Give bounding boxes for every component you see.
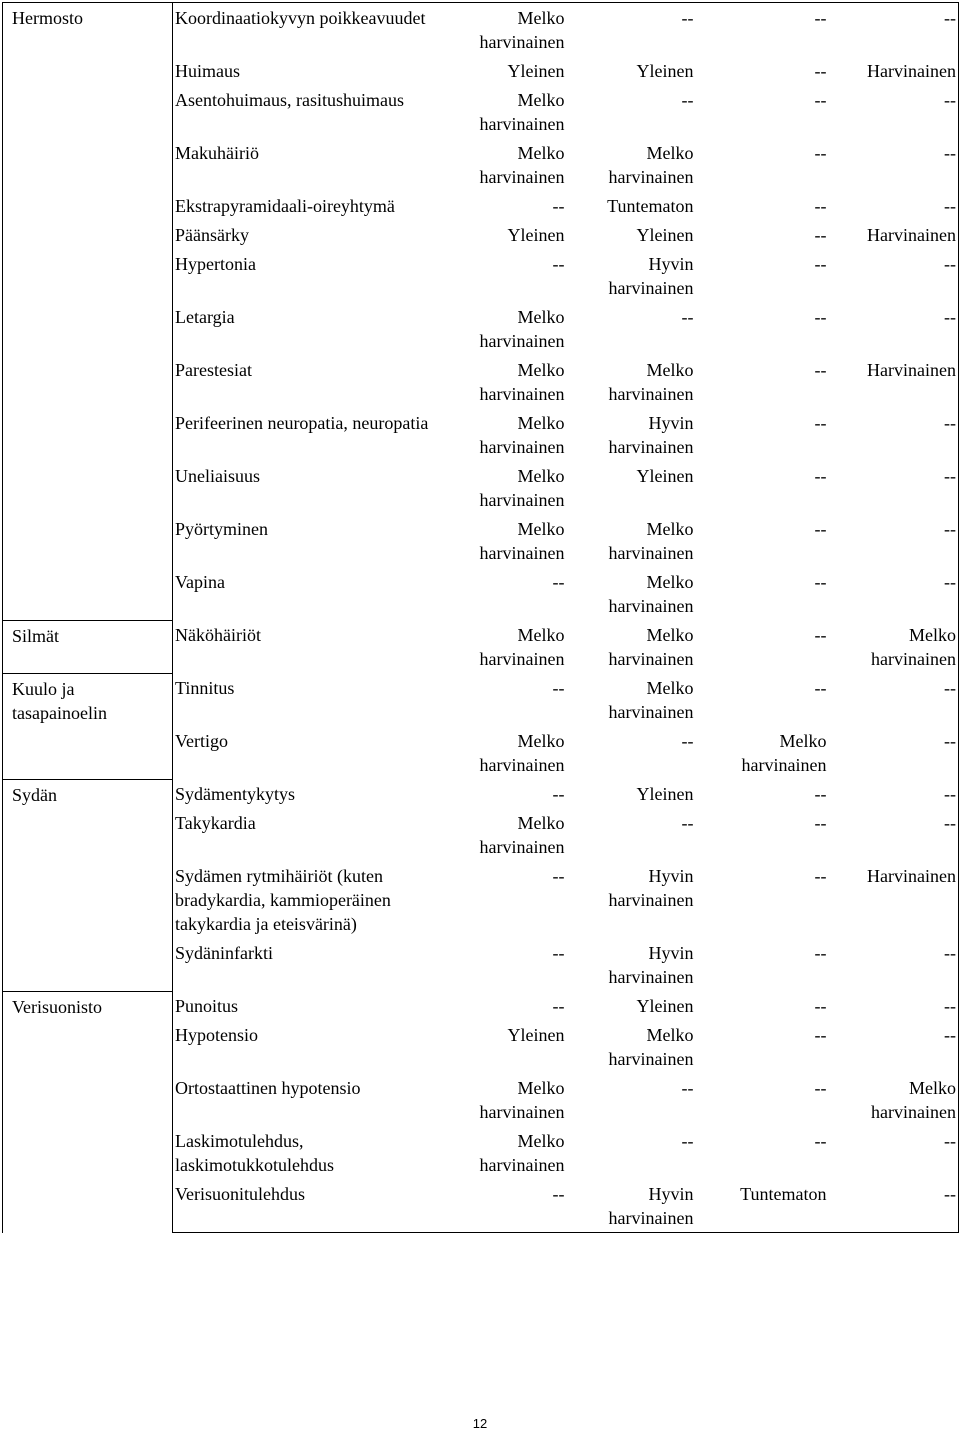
frequency-cell: Melko harvinainen	[829, 620, 959, 673]
frequency-cell: Melko harvinainen	[479, 466, 565, 510]
frequency-cell: --	[814, 784, 827, 804]
adverse-effect-term: Vertigo	[175, 731, 228, 751]
frequency-cell: --	[829, 138, 959, 191]
frequency-cell: --	[814, 996, 827, 1016]
frequency-cell: Melko harvinainen	[479, 360, 565, 404]
adverse-effect-term: Makuhäiriö	[175, 143, 259, 163]
adverse-effect-term: Ortostaattinen hypotensio	[175, 1078, 361, 1098]
frequency-cell: Melko harvinainen	[479, 813, 565, 857]
frequency-cell: --	[681, 307, 694, 327]
frequency-cell: Yleinen	[636, 466, 694, 486]
frequency-cell: --	[814, 61, 827, 81]
frequency-cell: Tuntematon	[696, 1179, 829, 1233]
frequency-cell: Melko harvinainen	[608, 519, 694, 563]
frequency-cell: --	[814, 143, 827, 163]
frequency-cell: --	[829, 1020, 959, 1073]
frequency-cell: --	[814, 225, 827, 245]
frequency-cell: Melko harvinainen	[608, 625, 694, 669]
frequency-cell: --	[814, 254, 827, 274]
frequency-cell: --	[829, 1126, 959, 1179]
frequency-cell: --	[814, 196, 827, 216]
frequency-cell: --	[829, 461, 959, 514]
frequency-cell: Hyvin harvinainen	[608, 866, 694, 910]
frequency-cell: Yleinen	[636, 784, 694, 804]
frequency-cell: Hyvin harvinainen	[567, 1179, 696, 1233]
adverse-effect-term: Sydämentykytys	[175, 784, 295, 804]
frequency-cell: --	[552, 866, 565, 886]
frequency-cell: Yleinen	[636, 225, 694, 245]
frequency-cell: Harvinainen	[829, 355, 959, 408]
frequency-cell: --	[681, 1078, 694, 1098]
organ-class-cell: Silmät	[3, 620, 173, 673]
frequency-cell: --	[814, 943, 827, 963]
frequency-cell: --	[552, 996, 565, 1016]
table-row	[3, 991, 959, 1020]
frequency-cell: --	[814, 678, 827, 698]
frequency-cell: --	[814, 813, 827, 833]
frequency-cell: --	[552, 254, 565, 274]
frequency-cell: Harvinainen	[829, 56, 959, 85]
adverse-effect-term: Ekstrapyramidaali-oireyhtymä	[175, 196, 395, 216]
organ-class-cell: Kuulo ja tasapainoelin	[3, 673, 173, 779]
frequency-cell: Melko harvinainen	[479, 1131, 565, 1175]
frequency-cell: --	[696, 3, 829, 57]
frequency-cell: --	[829, 673, 959, 726]
table-row	[3, 673, 959, 726]
adverse-effect-term: Sydäninfarkti	[175, 943, 273, 963]
organ-class-cell: Hermosto	[3, 3, 173, 621]
frequency-cell: Yleinen	[507, 61, 565, 81]
adverse-effect-term: Päänsärky	[175, 225, 249, 245]
frequency-cell: Tuntematon	[607, 196, 694, 216]
adverse-effect-term: Asentohuimaus, rasitushuimaus	[175, 90, 404, 110]
frequency-cell: Yleinen	[507, 225, 565, 245]
frequency-cell: Melko harvinainen	[608, 143, 694, 187]
frequency-cell: --	[814, 466, 827, 486]
frequency-cell: --	[829, 1179, 959, 1233]
adverse-effect-term: Koordinaatiokyvyn poikkeavuudet	[173, 3, 441, 57]
frequency-cell: Melko harvinainen	[608, 678, 694, 722]
table-row	[3, 620, 959, 673]
frequency-cell: --	[829, 779, 959, 808]
frequency-cell: --	[681, 1131, 694, 1151]
frequency-cell: --	[814, 572, 827, 592]
frequency-cell: Yleinen	[507, 1025, 565, 1045]
table-body	[3, 3, 959, 1233]
frequency-cell: Melko harvinainen	[829, 1073, 959, 1126]
frequency-cell: Yleinen	[636, 996, 694, 1016]
frequency-cell: Melko harvinainen	[479, 307, 565, 351]
frequency-cell: Melko harvinainen	[479, 413, 565, 457]
frequency-cell: --	[814, 90, 827, 110]
adverse-effect-term: Letargia	[175, 307, 235, 327]
frequency-cell: Melko harvinainen	[479, 519, 565, 563]
frequency-cell: --	[829, 938, 959, 991]
organ-class-cell: Sydän	[3, 779, 173, 991]
frequency-cell: --	[814, 1131, 827, 1151]
frequency-cell: Melko harvinainen	[608, 1025, 694, 1069]
adverse-effect-term: Hypertonia	[175, 254, 256, 274]
frequency-cell: --	[829, 991, 959, 1020]
frequency-cell: Hyvin harvinainen	[608, 254, 694, 298]
frequency-cell: --	[552, 784, 565, 804]
frequency-cell: Melko harvinainen	[441, 3, 567, 57]
frequency-cell: --	[829, 249, 959, 302]
frequency-cell: --	[814, 1078, 827, 1098]
page-number: 12	[472, 1416, 488, 1431]
frequency-cell: --	[829, 85, 959, 138]
adverse-effect-term: Perifeerinen neuropatia, neuropatia	[175, 413, 429, 433]
frequency-cell: --	[829, 726, 959, 779]
frequency-cell: --	[441, 1179, 567, 1233]
frequency-cell: --	[552, 943, 565, 963]
organ-class-cell: Verisuonisto	[3, 991, 173, 1233]
adverse-effect-term: Huimaus	[175, 61, 240, 81]
frequency-cell: --	[829, 302, 959, 355]
adverse-effect-term: Verisuonitulehdus	[173, 1179, 441, 1233]
adverse-effect-term: Hypotensio	[175, 1025, 258, 1045]
frequency-cell: --	[829, 408, 959, 461]
table-row	[3, 779, 959, 808]
adverse-effects-table	[2, 2, 959, 1233]
frequency-cell: Melko harvinainen	[608, 572, 694, 616]
table-row	[3, 3, 959, 57]
frequency-cell: Harvinainen	[829, 861, 959, 938]
frequency-cell: --	[681, 731, 694, 751]
frequency-cell: --	[681, 813, 694, 833]
frequency-cell: Melko harvinainen	[741, 731, 827, 775]
frequency-cell: --	[829, 514, 959, 567]
frequency-cell: --	[681, 90, 694, 110]
adverse-effect-term: Uneliaisuus	[175, 466, 260, 486]
frequency-cell: Melko harvinainen	[608, 360, 694, 404]
frequency-cell: --	[814, 307, 827, 327]
frequency-cell: Melko harvinainen	[479, 90, 565, 134]
frequency-cell: --	[552, 196, 565, 216]
frequency-cell: --	[567, 3, 696, 57]
frequency-cell: Harvinainen	[829, 220, 959, 249]
frequency-cell: --	[552, 678, 565, 698]
frequency-cell: Yleinen	[636, 61, 694, 81]
adverse-effect-term: Vapina	[175, 572, 225, 592]
frequency-cell: --	[814, 413, 827, 433]
adverse-effect-term: Tinnitus	[175, 678, 235, 698]
frequency-cell: --	[814, 360, 827, 380]
adverse-effect-term: Takykardia	[175, 813, 256, 833]
adverse-effect-term: Sydämen rytmihäiriöt (kuten bradykardia, kammioperäinen takykardia ja eteisvärinä)	[175, 866, 391, 934]
frequency-cell: --	[829, 808, 959, 861]
frequency-cell: Melko harvinainen	[479, 143, 565, 187]
frequency-cell: --	[552, 572, 565, 592]
frequency-cell: --	[814, 866, 827, 886]
frequency-cell: Hyvin harvinainen	[608, 943, 694, 987]
frequency-cell: --	[829, 567, 959, 620]
adverse-effect-term: Näköhäiriöt	[175, 625, 261, 645]
frequency-cell: --	[814, 1025, 827, 1045]
frequency-cell: Melko harvinainen	[479, 731, 565, 775]
adverse-effect-term: Punoitus	[175, 996, 239, 1016]
frequency-cell: --	[829, 3, 959, 57]
frequency-cell: --	[814, 625, 827, 645]
frequency-cell: --	[829, 191, 959, 220]
adverse-effect-term: Parestesiat	[175, 360, 252, 380]
frequency-cell: Melko harvinainen	[479, 625, 565, 669]
adverse-effect-term: Pyörtyminen	[175, 519, 268, 539]
frequency-cell: --	[814, 519, 827, 539]
frequency-cell: Melko harvinainen	[479, 1078, 565, 1122]
adverse-effect-term: Laskimotulehdus, laskimotukkotulehdus	[175, 1131, 334, 1175]
frequency-cell: Hyvin harvinainen	[608, 413, 694, 457]
